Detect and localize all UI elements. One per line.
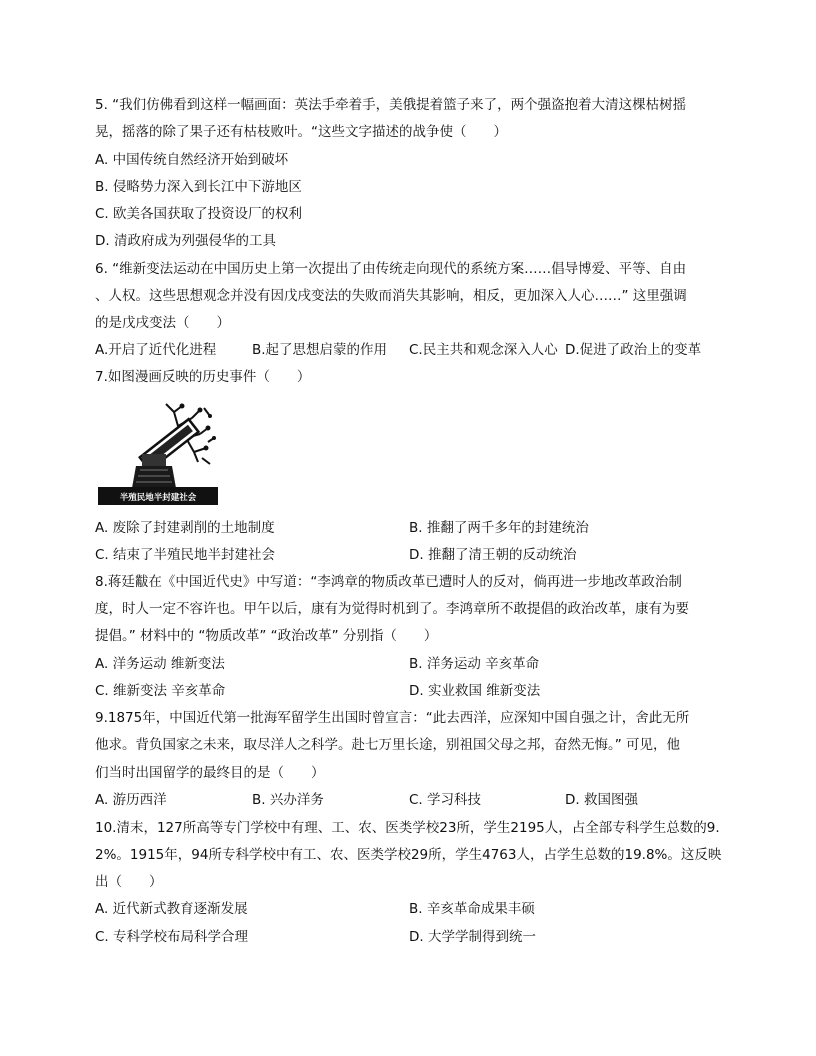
q9-option-c: C. 学习科技	[409, 792, 482, 808]
q9-stem-line-1: 9.1875年，中国近代第一批海军留学生出国时曾宣言：“此去西洋，应深知中国自强之计，舍此无所	[95, 710, 690, 726]
q5-option-b: B. 侵略势力深入到长江中下游地区	[95, 179, 302, 195]
q6-option-d: D.促进了政治上的变革	[565, 342, 702, 358]
q9-option-a: A. 游历西洋	[95, 792, 167, 808]
q8-stem-line-3: 提倡。” 材料中的 “物质改革” “政治改革” 分别指（ ）	[95, 628, 438, 644]
q10-option-b: B. 辛亥革命成果丰硕	[409, 901, 535, 917]
q10-stem-line-1: 10.清末，127所高等专门学校中有理、工、农、医类学校23所，学生2195人，占全部专科学生总数的9.	[95, 820, 720, 836]
q6-stem-line-3: 的是戊戌变法（ ）	[95, 315, 230, 331]
q7-option-b: B. 推翻了两千多年的封建统治	[409, 520, 589, 536]
q7-stem-line-1: 7.如图漫画反映的历史事件（ ）	[95, 369, 311, 385]
q10-stem-line-2: 2%。1915年，94所专科学校中有工、农、医类学校29所，学生4763人，占学生总数的19.8%。这反映	[95, 847, 722, 863]
q8-option-c: C. 维新变法 辛亥革命	[95, 683, 226, 699]
q5-stem-line-1: 5. “我们仿佛看到这样一幅画面：英法手牵着手，美俄提着篮子来了，两个强盗抱着大清这棵枯树摇	[95, 97, 687, 113]
q6-option-a: A.开启了近代化进程	[95, 342, 217, 358]
stump-icon	[132, 454, 176, 488]
q5-stem-line-2: 晃，摇落的除了果子还有枯枝败叶。“这些文字描述的战争使（ ）	[95, 124, 507, 140]
q8-option-d: D. 实业救国 维新变法	[409, 683, 541, 699]
q9-option-d: D. 救国图强	[565, 792, 638, 808]
cartoon-sign-text: 半殖民地半封建社会	[119, 493, 197, 503]
q5-option-a: A. 中国传统自然经济开始到破坏	[95, 152, 289, 168]
q6-stem-line-2: 、人权。这些思想观念并没有因戊戌变法的失败而消失其影响，相反，更加深入人心……” 这里强调	[95, 288, 687, 304]
q10-option-d: D. 大学学制得到统一	[409, 929, 536, 945]
q10-option-c: C. 专科学校布局科学合理	[95, 929, 249, 945]
q7-option-c: C. 结束了半殖民地半封建社会	[95, 547, 276, 563]
q6-stem-line-1: 6. “维新变法运动在中国历史上第一次提出了由传统走向现代的系统方案……倡导博爱、平等、自由	[95, 261, 687, 277]
q7-option-a: A. 废除了封建剥削的土地制度	[95, 520, 275, 536]
q8-option-a: A. 洋务运动 维新变法	[95, 656, 225, 672]
q5-option-d: D. 清政府成为列强侵华的工具	[95, 233, 276, 249]
q6-option-b: B.起了思想启蒙的作用	[252, 342, 388, 358]
q9-stem-line-3: 们当时出国留学的最终目的是（ ）	[95, 765, 325, 781]
q7-cartoon-image	[96, 398, 221, 510]
q8-option-b: B. 洋务运动 辛亥革命	[409, 656, 540, 672]
q9-option-b: B. 兴办洋务	[252, 792, 324, 808]
q5-option-c: C. 欧美各国获取了投资设厂的权利	[95, 206, 303, 222]
q8-stem-line-2: 度，时人一定不容许也。甲午以后，康有为觉得时机到了。李鸿章所不敢提倡的政治改革，康有为要	[95, 601, 689, 617]
q9-stem-line-2: 他求。背负国家之未来，取尽洋人之科学。赴七万里长途，别祖国父母之邦，奋然无悔。” 可见，他	[95, 737, 681, 753]
q6-option-c: C.民主共和观念深入人心	[409, 342, 558, 358]
q10-stem-line-3: 出（ ）	[95, 874, 163, 890]
q10-option-a: A. 近代新式教育逐渐发展	[95, 901, 248, 917]
q7-option-d: D. 推翻了清王朝的反动统治	[409, 547, 577, 563]
q8-stem-line-1: 8.蒋廷黻在《中国近代史》中写道：“李鸿章的物质改革已遭时人的反对，倘再进一步地改革政治制	[95, 574, 682, 590]
